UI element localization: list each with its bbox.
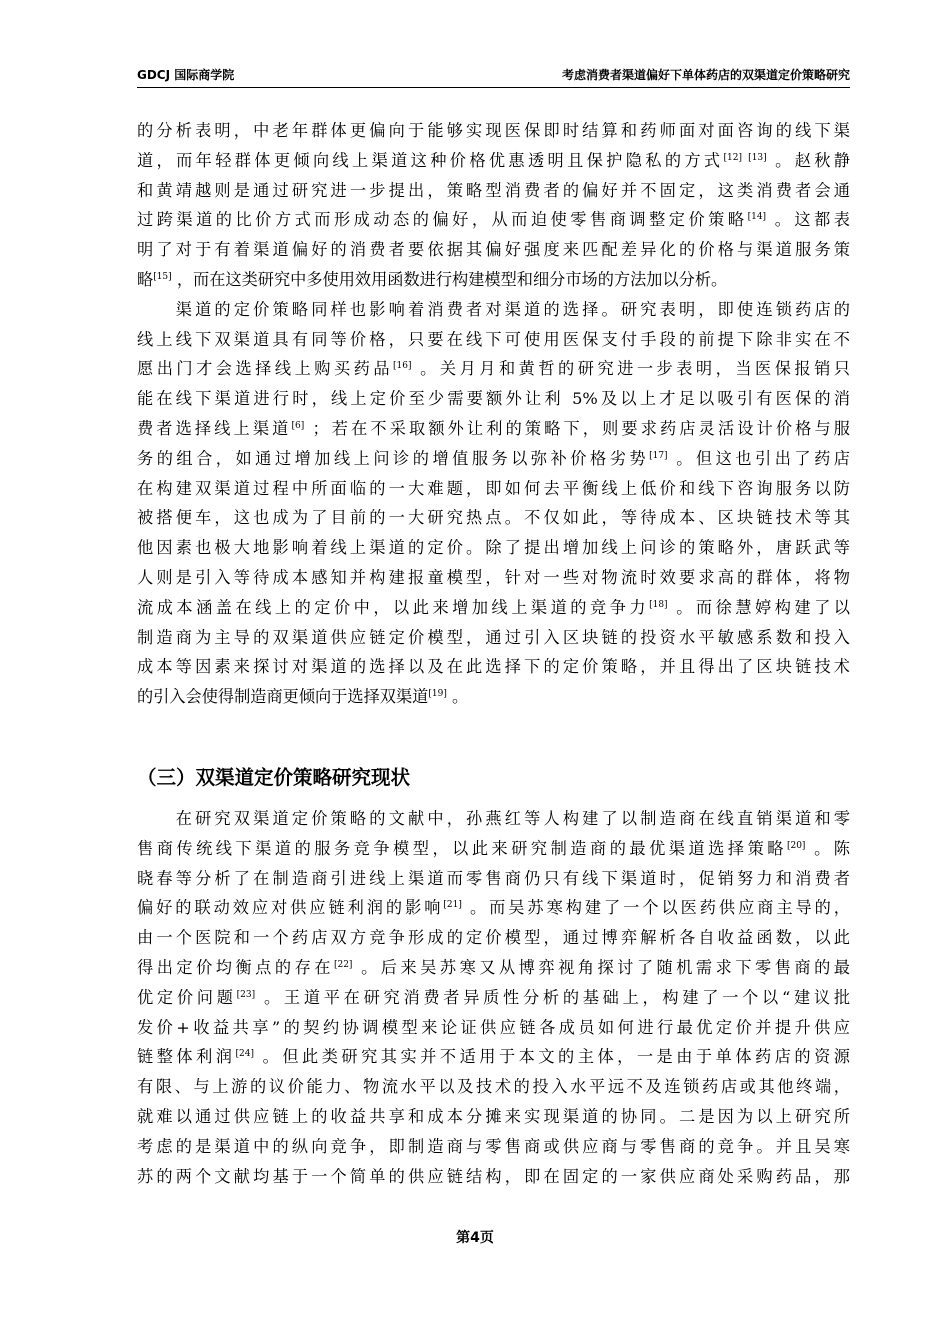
citation-ref: [15] xyxy=(153,271,172,282)
citation-ref: [12] [13] xyxy=(723,152,767,163)
line-text: 考虑的是渠道中的纵向竞争，即制造商与零售商或供应商与零售商的竞争。并且吴寒 xyxy=(137,1136,850,1156)
line-text-after: 。陈 xyxy=(805,838,850,858)
line-text: 的引入会使得制造商更倾向于选择双渠道 xyxy=(137,687,429,707)
line-text: 略 xyxy=(137,269,154,289)
line-text: 晓春等分析了在制造商引进线上渠道而零售商仍只有线下渠道时，促销努力和消费者 xyxy=(137,868,850,888)
section-heading: （三）双渠道定价策略研究现状 xyxy=(137,766,411,789)
line-text: 偏好的联动效应对供应链利润的影响 xyxy=(137,898,444,918)
line-text-after: 。这都表 xyxy=(766,210,850,230)
text-line xyxy=(137,834,850,864)
line-text: 的分析表明，中老年群体更偏向于能够实现医保即时结算和药师面对面咨询的线下渠 xyxy=(137,121,850,140)
line-text: 成本等因素来探讨对渠道的选择以及在此选择下的定价策略，并且得出了区块链技术 xyxy=(137,657,850,677)
text-line xyxy=(137,295,850,325)
line-text: 渠道的定价策略同样也影响着消费者对渠道的选择。研究表明，即使连锁药店的 xyxy=(137,299,850,319)
text-line xyxy=(137,983,850,1013)
line-text: 明了对于有着渠道偏好的消费者要依据其偏好强度来匹配差异化的价格与渠道服务策 xyxy=(137,240,850,260)
text-line xyxy=(137,205,850,235)
citation-ref: [22] xyxy=(333,959,353,970)
line-text: 道，而年轻群体更倾向线上渠道这种价格优惠透明且保护隐私的方式 xyxy=(137,150,724,170)
line-text: 发价+收益共享”的契约协调模型来论证供应链各成员如何进行最优定价并提升供应 xyxy=(137,1017,850,1037)
header-rule xyxy=(137,87,850,88)
line-text: 愿出门才会选择线上购买药品 xyxy=(137,359,394,379)
text-line xyxy=(137,682,850,712)
text-line xyxy=(137,474,850,504)
line-text: 得出定价均衡点的存在 xyxy=(137,957,334,977)
text-line xyxy=(137,652,850,682)
header-institution: GDCJ 国际商学院 xyxy=(137,68,235,82)
line-text: 苏的两个文献均基于一个简单的供应链结构，即在固定的一家供应商处采购药品，那 xyxy=(137,1166,850,1186)
text-line xyxy=(137,1102,850,1132)
line-text: 务的组合，如通过增加线上问诊的增值服务以弥补价格劣势 xyxy=(137,448,650,468)
line-text-after: 。但此类研究其实并不适用于本文的主体，一是由于单体药店的资源 xyxy=(253,1047,850,1067)
citation-ref: [24] xyxy=(235,1049,254,1060)
text-line xyxy=(137,1132,850,1162)
citation-ref: [16] xyxy=(393,361,412,372)
citation-ref: [6] xyxy=(291,420,305,431)
citation-ref: [21] xyxy=(443,900,462,911)
line-text: 就难以通过供应链上的收益共享和成本分摊来实现渠道的协同。二是因为以上研究所 xyxy=(137,1106,850,1126)
line-text: 售商传统线下渠道的服务竞争模型，以此来研究制造商的最优渠道选择策略 xyxy=(137,838,787,858)
line-text-after: 。但这也引出了药店 xyxy=(667,448,850,468)
text-line xyxy=(137,265,850,295)
text-line xyxy=(137,235,850,265)
line-text-after: 。而徐慧婷构建了以 xyxy=(667,597,850,617)
text-line xyxy=(137,563,850,593)
body-paragraphs-2 xyxy=(137,804,850,1191)
line-text-after: ；若在不采取额外让利的策略下，则要求药店灵活设计价格与服 xyxy=(304,418,850,438)
line-text-after: ，而在这类研究中多使用效用函数进行构建模型和细分市场的方法加以分析。 xyxy=(171,269,728,289)
line-text: 在研究双渠道定价策略的文献中，孙燕红等人构建了以制造商在线直销渠道和零 xyxy=(137,809,850,828)
line-text: 过跨渠道的比价方式而形成动态的偏好，从而迫使零售商调整定价策略 xyxy=(137,210,748,230)
citation-ref: [17] xyxy=(649,450,668,461)
text-line xyxy=(137,444,850,474)
line-text: 流成本涵盖在线上的定价中，以此来增加线上渠道的竞争力 xyxy=(137,597,650,617)
page-number: 第4页 xyxy=(456,1230,494,1246)
page-header xyxy=(137,66,850,84)
text-line xyxy=(137,1162,850,1192)
line-text: 和黄靖越则是通过研究进一步提出，策略型消费者的偏好并不固定，这类消费者会通 xyxy=(137,180,850,200)
header-title: 考虑消费者渠道偏好下单体药店的双渠道定价策略研究 xyxy=(561,68,850,82)
text-line xyxy=(137,354,850,384)
line-text-after: 。后来吴苏寒又从博弈视角探讨了随机需求下零售商的最 xyxy=(352,957,850,977)
citation-ref: [23] xyxy=(236,989,256,1000)
line-text: 制造商为主导的双渠道供应链定价模型，通过引入区块链的投资水平敏感系数和投入 xyxy=(137,627,850,647)
text-line xyxy=(137,1013,850,1043)
citation-ref: [19] xyxy=(428,689,447,700)
line-text: 人则是引入等待成本感知并构建报童模型，针对一些对物流时效要求高的群体，将物 xyxy=(137,567,850,587)
text-line xyxy=(137,414,850,444)
text-line xyxy=(137,1042,850,1072)
line-text: 他因素也极大地影响着线上渠道的定价。除了提出增加线上问诊的策略外，唐跃武等 xyxy=(137,538,850,558)
line-text: 优定价问题 xyxy=(137,987,237,1007)
line-text-after: 。王道平在研究消费者异质性分析的基础上，构建了一个以“建议批 xyxy=(255,987,851,1007)
text-line xyxy=(137,116,850,146)
line-text: 有限、与上游的议价能力、物流水平以及技术的投入水平远不及连锁药店或其他终端， xyxy=(137,1077,850,1097)
text-line xyxy=(137,1072,850,1102)
body-paragraphs-1 xyxy=(137,116,850,712)
text-line xyxy=(137,864,850,894)
line-text: 由一个医院和一个药店双方竞争形成的定价模型，通过博弈解析各自收益函数，以此 xyxy=(137,928,850,948)
citation-ref: [14] xyxy=(747,212,767,223)
line-text: 链整体利润 xyxy=(137,1047,236,1067)
text-line xyxy=(137,923,850,953)
line-text-after: 。关月月和黄哲的研究进一步表明，当医保报销只 xyxy=(411,359,850,379)
line-text-after: 。 xyxy=(446,687,469,707)
line-text: 被搭便车，这也成为了目前的一大研究热点。不仅如此，等待成本、区块链技术等其 xyxy=(137,508,850,528)
text-line xyxy=(137,893,850,923)
text-line xyxy=(137,325,850,355)
text-line xyxy=(137,503,850,533)
line-text: 能在线下渠道进行时，线上定价至少需要额外让利 5%及以上才足以吸引有医保的消 xyxy=(137,389,850,409)
text-line xyxy=(137,146,850,176)
line-text: 费者选择线上渠道 xyxy=(137,418,292,438)
text-line xyxy=(137,593,850,623)
text-line xyxy=(137,533,850,563)
text-line xyxy=(137,176,850,206)
citation-ref: [18] xyxy=(649,599,668,610)
text-line xyxy=(137,384,850,414)
line-text-after: 。而吴苏寒构建了一个以医药供应商主导的， xyxy=(461,898,850,918)
citation-ref: [20] xyxy=(786,840,806,851)
line-text: 在构建双渠道过程中所面临的一大难题，即如何去平衡线上低价和线下咨询服务以防 xyxy=(137,478,850,498)
line-text: 线上线下双渠道具有同等价格，只要在线下可使用医保支付手段的前提下除非实在不 xyxy=(137,329,850,349)
text-line xyxy=(137,623,850,653)
line-text-after: 。赵秋静 xyxy=(766,150,850,170)
text-line xyxy=(137,804,850,834)
text-line xyxy=(137,953,850,983)
